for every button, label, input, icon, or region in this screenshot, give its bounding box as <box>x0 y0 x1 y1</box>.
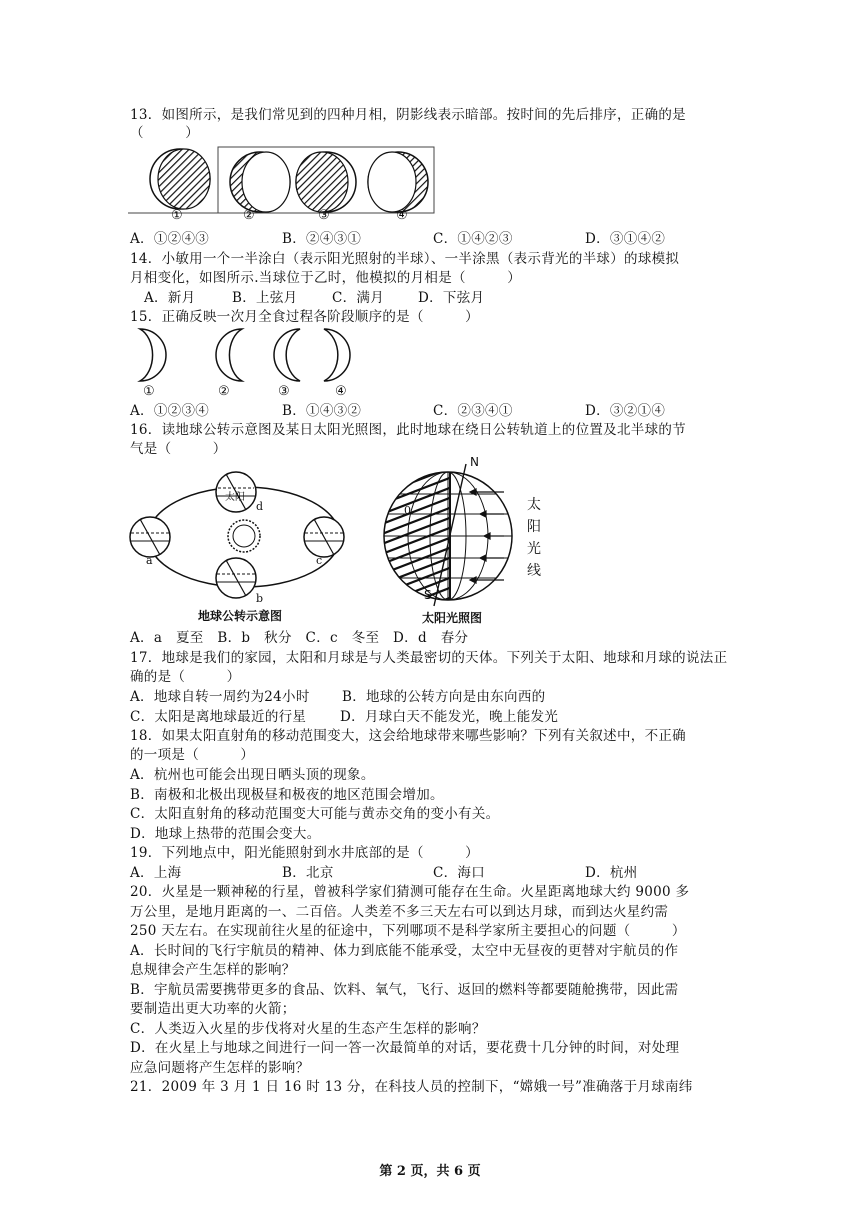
q14-option-a: A．新月 <box>144 290 196 306</box>
q14-stem-line1: 14．小敏用一个一半涂白（表示阳光照射的半球）、一半涂黑（表示背光的半球）的球模拟 <box>130 251 680 267</box>
q19-option-a: A．上海 <box>130 865 182 881</box>
q17-option-a: A．地球自转一周约为24小时 <box>130 689 310 705</box>
eclipse-stage-4 <box>324 329 350 381</box>
sunlight-rays-char-4: 线 <box>527 563 541 579</box>
sunlight-rays-char-2: 阳 <box>527 519 541 535</box>
q19-option-d: D．杭州 <box>585 865 638 881</box>
q14-option-c: C．满月 <box>332 290 385 306</box>
eclipse-stage-1 <box>140 329 166 381</box>
q20-option-d-line2: 应急问题将产生怎样的影响？ <box>130 1060 310 1076</box>
q20-line-3: 250 天左右。在实现前往火星的征途中，下列哪项不是科学家所主要担心的问题（ ） <box>130 923 686 939</box>
q18-stem-line1: 18．如果太阳直射角的移动范围变大，这会给地球带来哪些影响？下列有关叙述中，不正确 <box>130 728 686 744</box>
eclipse-stage-3 <box>274 329 300 381</box>
q13-option-c: C．①④②③ <box>433 231 513 247</box>
q15-option-d: D．③②①④ <box>585 403 666 419</box>
q13-option-d: D．③①④② <box>585 231 666 247</box>
sunlight-south-label: S <box>424 588 432 602</box>
q14-option-d: D．下弦月 <box>418 290 485 306</box>
q15-option-b: B．①④③② <box>282 403 362 419</box>
q17-option-c: C．太阳是离地球最近的行星 <box>130 709 307 725</box>
q17-option-d: D．月球白天不能发光，晚上能发光 <box>340 709 559 725</box>
q17-stem-line2: 确的是（ ） <box>130 669 241 685</box>
sunlight-north-label: N <box>470 455 479 469</box>
sunlight-rays-char-1: 太 <box>527 497 541 513</box>
q20-option-d-line1: D．在火星上与地球之间进行一问一答一次最简单的对话，要花费十几分钟的时间，对处理 <box>130 1040 680 1056</box>
q14-option-b: B．上弦月 <box>232 290 298 306</box>
moon-phase-1 <box>150 149 210 209</box>
q21-stem-line1: 21．2009 年 3 月 1 日 16 时 13 分，在科技人员的控制下，“嫦娥一号”准确落于月球南纬 <box>130 1079 693 1095</box>
q20-option-a-line1: A．长时间的飞行宇航员的精神、体力到底能不能承受，太空中无昼夜的更替对宇航员的作 <box>130 943 679 959</box>
q13-label-3: ③ <box>318 208 330 223</box>
q18-option-a: A．杭州也可能会出现日晒头顶的现象。 <box>130 767 375 783</box>
sunlight-rays-char-3: 光 <box>527 541 541 557</box>
q13-option-a: A．①②④③ <box>130 231 210 247</box>
moon-phase-3 <box>296 152 356 212</box>
q15-option-a: A．①②③④ <box>130 403 210 419</box>
q18-option-c: C．太阳直射角的移动范围变大可能与黄赤交角的变小有关。 <box>130 806 500 822</box>
orbit-caption: 地球公转示意图 <box>198 609 283 623</box>
q15-label-4: ④ <box>335 384 347 399</box>
sun-icon <box>228 520 260 552</box>
q20-line-2: 万公里，是地月距离的一、二百倍。人类差不多三天左右可以到达月球，而到达火星约需 <box>130 904 669 920</box>
q17-option-b: B．地球的公转方向是由东向西的 <box>342 689 546 705</box>
q15-option-c: C．②③④① <box>433 403 513 419</box>
q18-option-d: D．地球上热带的范围会变大。 <box>130 826 321 842</box>
q15-label-3: ③ <box>278 384 290 399</box>
q15-label-2: ② <box>218 384 230 399</box>
q17-stem-line1: 17．地球是我们的家园，太阳和月球是与人类最密切的天体。下列关于太阳、地球和月球的说法正 <box>130 650 728 666</box>
q13-option-b: B．②④③① <box>282 231 362 247</box>
q18-stem-line2: 的一项是（ ） <box>130 747 255 763</box>
q16-options: A．a 夏至 B．b 秋分 C．c 冬至 D．d 春分 <box>130 630 469 646</box>
earth-position-b <box>216 558 256 598</box>
orbit-sun-label: 太阳 <box>225 492 245 503</box>
sunlight-caption: 太阳光照图 <box>422 611 483 625</box>
q19-stem: 19．下列地点中，阳光能照射到水井底部的是（ ） <box>130 845 479 861</box>
sunlight-zero-label: 0 <box>404 504 411 517</box>
q13-paren: （ ） <box>130 125 199 141</box>
q16-stem-line2: 气是（ ） <box>130 441 227 457</box>
orbit-label-b: b <box>256 592 264 605</box>
q16-stem-line1: 16．读地球公转示意图及某日太阳光照图，此时地球在绕日公转轨道上的位置及北半球的节 <box>130 422 686 438</box>
page-footer: 第 2 页，共 6 页 <box>379 1164 481 1179</box>
q20-option-c: C．人类迈入火星的步伐将对火星的生态产生怎样的影响？ <box>130 1021 486 1037</box>
orbit-label-a: a <box>146 554 153 567</box>
earth-position-a <box>130 517 170 557</box>
q13-stem: 13．如图所示，是我们常见到的四种月相，阴影线表示暗部。按时间的先后排序，正确的是 <box>130 107 686 123</box>
q20-option-a-line2: 息规律会产生怎样的影响？ <box>130 962 296 978</box>
earth-position-c <box>304 517 344 557</box>
orbit-label-d: d <box>256 500 264 513</box>
q20-option-b-line1: B．宇航员需要携带更多的食品、饮料、氧气，飞行、返回的燃料等都要随舱携带，因此需 <box>130 982 679 998</box>
q13-label-1: ① <box>171 208 183 223</box>
eclipse-stage-2 <box>216 329 242 381</box>
q19-option-c: C．海口 <box>433 865 486 881</box>
q14-stem-line2: 月相变化，如图所示.当球位于乙时，他模拟的月相是（ ） <box>130 270 521 286</box>
moon-phase-2 <box>230 152 290 212</box>
q15-eclipse-figure <box>128 326 368 384</box>
q13-label-4: ④ <box>396 208 408 223</box>
q19-option-b: B．北京 <box>282 865 334 881</box>
orbit-label-c: c <box>316 554 323 567</box>
q15-label-1: ① <box>143 384 155 399</box>
q20-line-1: 20．火星是一颗神秘的行星，曾被科学家们猜测可能存在生命。火星距离地球大约 9000 多 <box>130 884 690 900</box>
q18-option-b: B．南极和北极出现极昼和极夜的地区范围会增加。 <box>130 787 444 803</box>
moon-phase-4 <box>368 152 428 212</box>
q13-label-2: ② <box>243 208 255 223</box>
q15-stem: 15．正确反映一次月全食过程各阶段顺序的是（ ） <box>130 309 479 325</box>
q20-option-b-line2: 要制造出更大功率的火箭； <box>130 1001 296 1017</box>
